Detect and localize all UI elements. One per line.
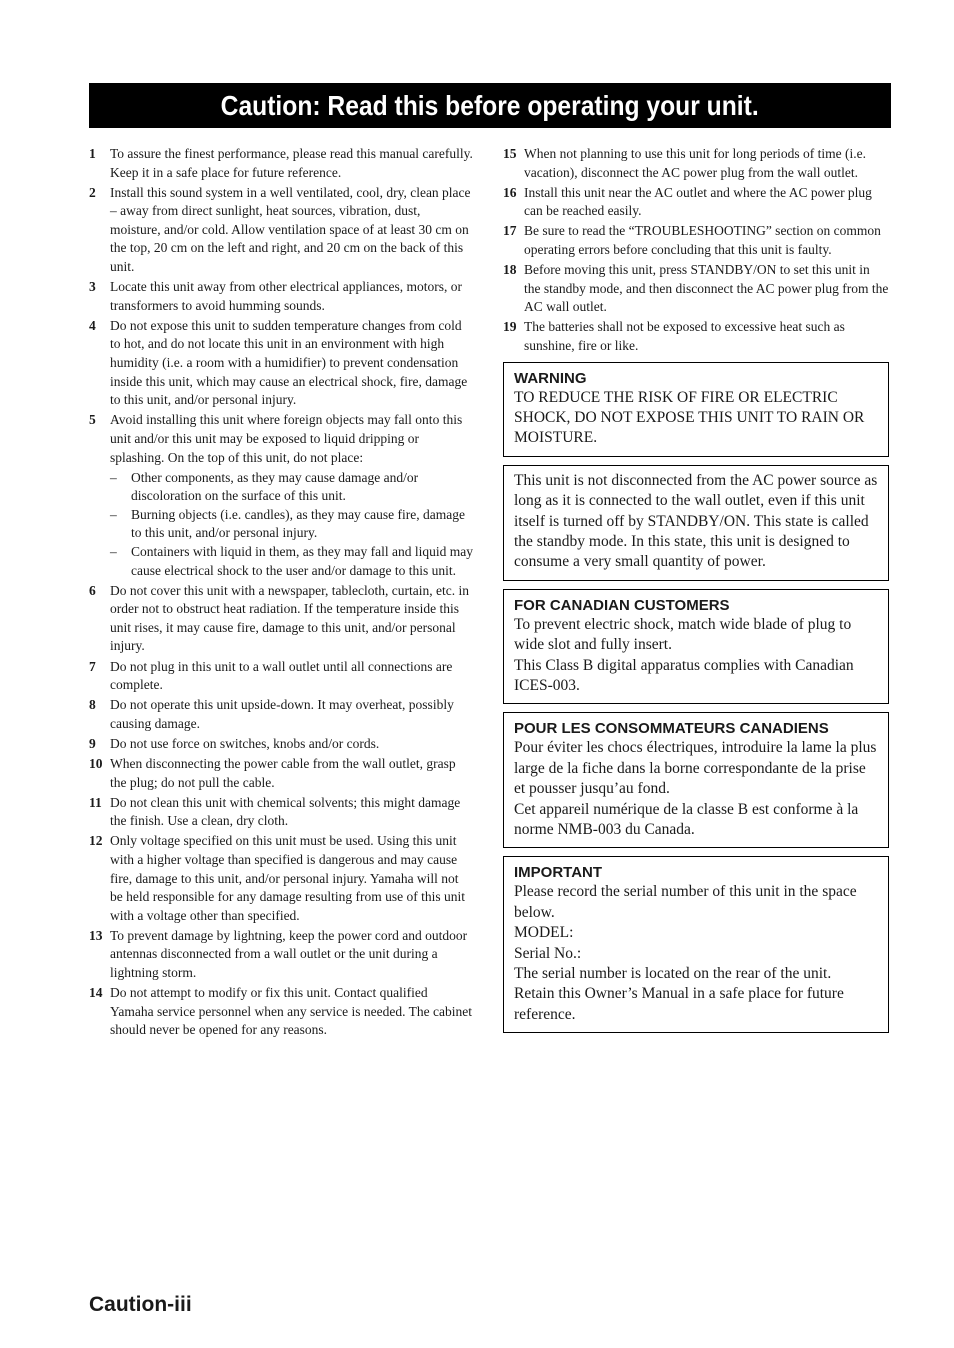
item-number: 16 xyxy=(503,184,517,200)
page-title-banner xyxy=(89,83,891,128)
item-number: 12 xyxy=(89,833,103,849)
item-number: 6 xyxy=(89,582,96,598)
item-text: Do not expose this unit to sudden temperature changes from cold to hot, and do not locate this unit in an environment with high humidity (i.e. a room with a humidifier) to prevent condensation inside this unit, which may cause an electrical shock, fire, damage to this unit, and/or personal injury. xyxy=(110,317,468,408)
list-item xyxy=(89,927,474,983)
list-item xyxy=(89,984,474,1040)
item-number: 11 xyxy=(89,794,102,810)
warning-box xyxy=(503,362,889,457)
item-text: Avoid installing this unit where foreign objects may fall onto this unit and/or this unit may be exposed to liquid dripping or splashing. On the top of this unit, do not place: xyxy=(110,412,463,465)
caution-list-left xyxy=(89,145,474,1041)
list-item xyxy=(89,696,474,733)
canadiens-line-2: Cet appareil numérique de la classe B est conforme à la norme NMB-003 du Canada. xyxy=(514,800,859,839)
warning-text: TO REDUCE THE RISK OF FIRE OR ELECTRIC SHOCK, DO NOT EXPOSE THIS UNIT TO RAIN OR MOISTURE. xyxy=(514,388,865,447)
sub-item-text: Containers with liquid in them, as they may fall and liquid may cause electrical shock to the user and/or damage to this unit. xyxy=(131,543,473,578)
canadian-customers-box xyxy=(503,589,889,705)
list-item xyxy=(503,222,889,259)
item-number: 17 xyxy=(503,223,517,239)
list-item xyxy=(503,318,889,355)
serial-label: Serial No.: xyxy=(514,944,582,962)
canadiens-heading: POUR LES CONSOMMATEURS CANADIENS xyxy=(514,720,829,738)
sub-list-item xyxy=(110,469,474,506)
standby-note-text: This unit is not disconnected from the AC power source as long as it is connected to the wall outlet, even if this unit itself is turned off by STANDBY/ON. This state is called the standby mode. In this state, this unit is designed to consume a very small quantity of power. xyxy=(514,471,878,571)
item-number: 13 xyxy=(89,927,103,943)
item-text: Do not plug in this unit to a wall outlet until all connections are complete. xyxy=(110,658,453,693)
dash-bullet: – xyxy=(110,506,117,522)
dash-bullet: – xyxy=(110,469,117,485)
list-item xyxy=(89,278,474,315)
page-title: Caution: Read this before operating your unit. xyxy=(220,90,759,121)
item-number: 4 xyxy=(89,317,96,333)
item-number: 19 xyxy=(503,319,517,335)
item-text: Be sure to read the “TROUBLESHOOTING” section on common operating errors before concluding that this unit is faulty. xyxy=(524,223,881,257)
sub-list-item xyxy=(110,543,474,580)
item-text: To assure the finest performance, please read this manual carefully. Keep it in a safe place for future reference. xyxy=(110,146,473,180)
important-line-3: Retain this Owner’s Manual in a safe place for future reference. xyxy=(514,985,844,1023)
dash-bullet: – xyxy=(110,543,117,559)
important-line-1: Please record the serial number of this unit in the space below. xyxy=(514,883,857,921)
item-number: 2 xyxy=(89,184,96,200)
item-text: Before moving this unit, press STANDBY/ON to set this unit in the standby mode, and then disconnect the AC power plug from the AC wall outlet. xyxy=(524,262,889,315)
canadian-heading: FOR CANADIAN CUSTOMERS xyxy=(514,596,730,614)
item-number: 8 xyxy=(89,697,96,713)
list-item xyxy=(503,145,889,182)
item-text: When not planning to use this unit for long periods of time (i.e. vacation), disconnect the AC power plug from the wall outlet. xyxy=(524,146,866,180)
item-text: Do not clean this unit with chemical solvents; this might damage the finish. Use a clean, dry cloth. xyxy=(110,794,461,829)
item-number: 1 xyxy=(89,146,96,161)
list-item xyxy=(89,735,474,754)
sub-item-text: Other components, as they may cause damage and/or discoloration on the surface of this unit. xyxy=(131,469,419,504)
list-item xyxy=(89,582,474,656)
item-text: Do not operate this unit upside-down. It may overheat, possibly causing damage. xyxy=(110,697,454,731)
consommateurs-canadiens-box xyxy=(503,712,889,848)
sub-list-item xyxy=(110,506,474,543)
item-number: 10 xyxy=(89,756,103,771)
important-box xyxy=(503,856,889,1033)
canadiens-line-1: Pour éviter les chocs électriques, introduire la lame la plus large de la fiche dans la borne correspondante de la prise et pousser jusqu’au fond. xyxy=(514,739,877,798)
item-text: Do not cover this unit with a newspaper, tablecloth, curtain, etc. in order not to obstruct heat radiation. If the temperature inside this unit rises, it may cause fire, damage to this unit, and/or personal injury. xyxy=(110,582,469,654)
canadian-line-1: To prevent electric shock, match wide blade of plug to wide slot and fully insert. xyxy=(514,615,852,654)
list-item xyxy=(89,658,474,695)
list-item xyxy=(89,184,474,277)
canadian-line-2: This Class B digital apparatus complies with Canadian ICES-003. xyxy=(514,656,854,694)
list-item xyxy=(503,261,889,317)
standby-note-box xyxy=(503,465,889,581)
list-item xyxy=(89,832,474,925)
item-number: 3 xyxy=(89,279,96,295)
item-text: The batteries shall not be exposed to excessive heat such as sunshine, fire or like. xyxy=(524,319,845,353)
sub-item-text: Burning objects (i.e. candles), as they may cause fire, damage to this unit, and/or personal injury. xyxy=(131,506,465,541)
item-number: 14 xyxy=(89,985,103,1001)
item-text: Install this unit near the AC outlet and where the AC power plug can be reached easily. xyxy=(524,184,872,219)
item-number: 9 xyxy=(89,735,96,751)
item-text: When disconnecting the power cable from the wall outlet, grasp the plug; do not pull the cable. xyxy=(110,756,456,790)
list-item xyxy=(89,755,474,792)
item-text: Install this sound system in a well ventilated, cool, dry, clean place – away from direct sunlight, heat sources, vibration, dust, moisture, and/or cold. Allow ventilation space of at least 30 cm on the top, 20 cm on the left and right, and 20 cm on the back of this unit. xyxy=(110,184,471,275)
list-item xyxy=(89,145,474,182)
item-number: 7 xyxy=(89,658,96,674)
item-text: Do not use force on switches, knobs and/or cords. xyxy=(110,735,380,751)
model-label: MODEL: xyxy=(514,924,574,942)
caution-list-right xyxy=(503,145,889,1033)
item-text: To prevent damage by lightning, keep the power cord and outdoor antennas disconnected from a wall outlet or the unit during a lightning storm. xyxy=(110,927,468,981)
list-item xyxy=(89,317,474,410)
important-heading: IMPORTANT xyxy=(514,864,603,882)
list-item xyxy=(89,411,474,467)
item-text: Only voltage specified on this unit must be used. Using this unit with a higher voltage than specified is dangerous and may cause fire, damage to this unit, and/or personal injury. Yamaha will not be held responsible for any damage resulting from use of this unit with a voltage other than specified. xyxy=(110,833,466,923)
item-text: Locate this unit away from other electrical appliances, motors, or transformers to avoid humming sounds. xyxy=(110,279,462,313)
item-text: Do not attempt to modify or fix this unit. Contact qualified Yamaha service personnel when any service is needed. The cabinet should never be opened for any reasons. xyxy=(110,985,472,1038)
list-item xyxy=(503,184,889,221)
page-footer: Caution-iii xyxy=(89,1293,192,1316)
list-item xyxy=(89,794,474,831)
item-number: 18 xyxy=(503,262,517,278)
item-number: 5 xyxy=(89,412,96,428)
warning-heading: WARNING xyxy=(514,369,587,387)
important-line-2: The serial number is located on the rear of the unit. xyxy=(514,965,832,983)
item-number: 15 xyxy=(503,146,517,161)
